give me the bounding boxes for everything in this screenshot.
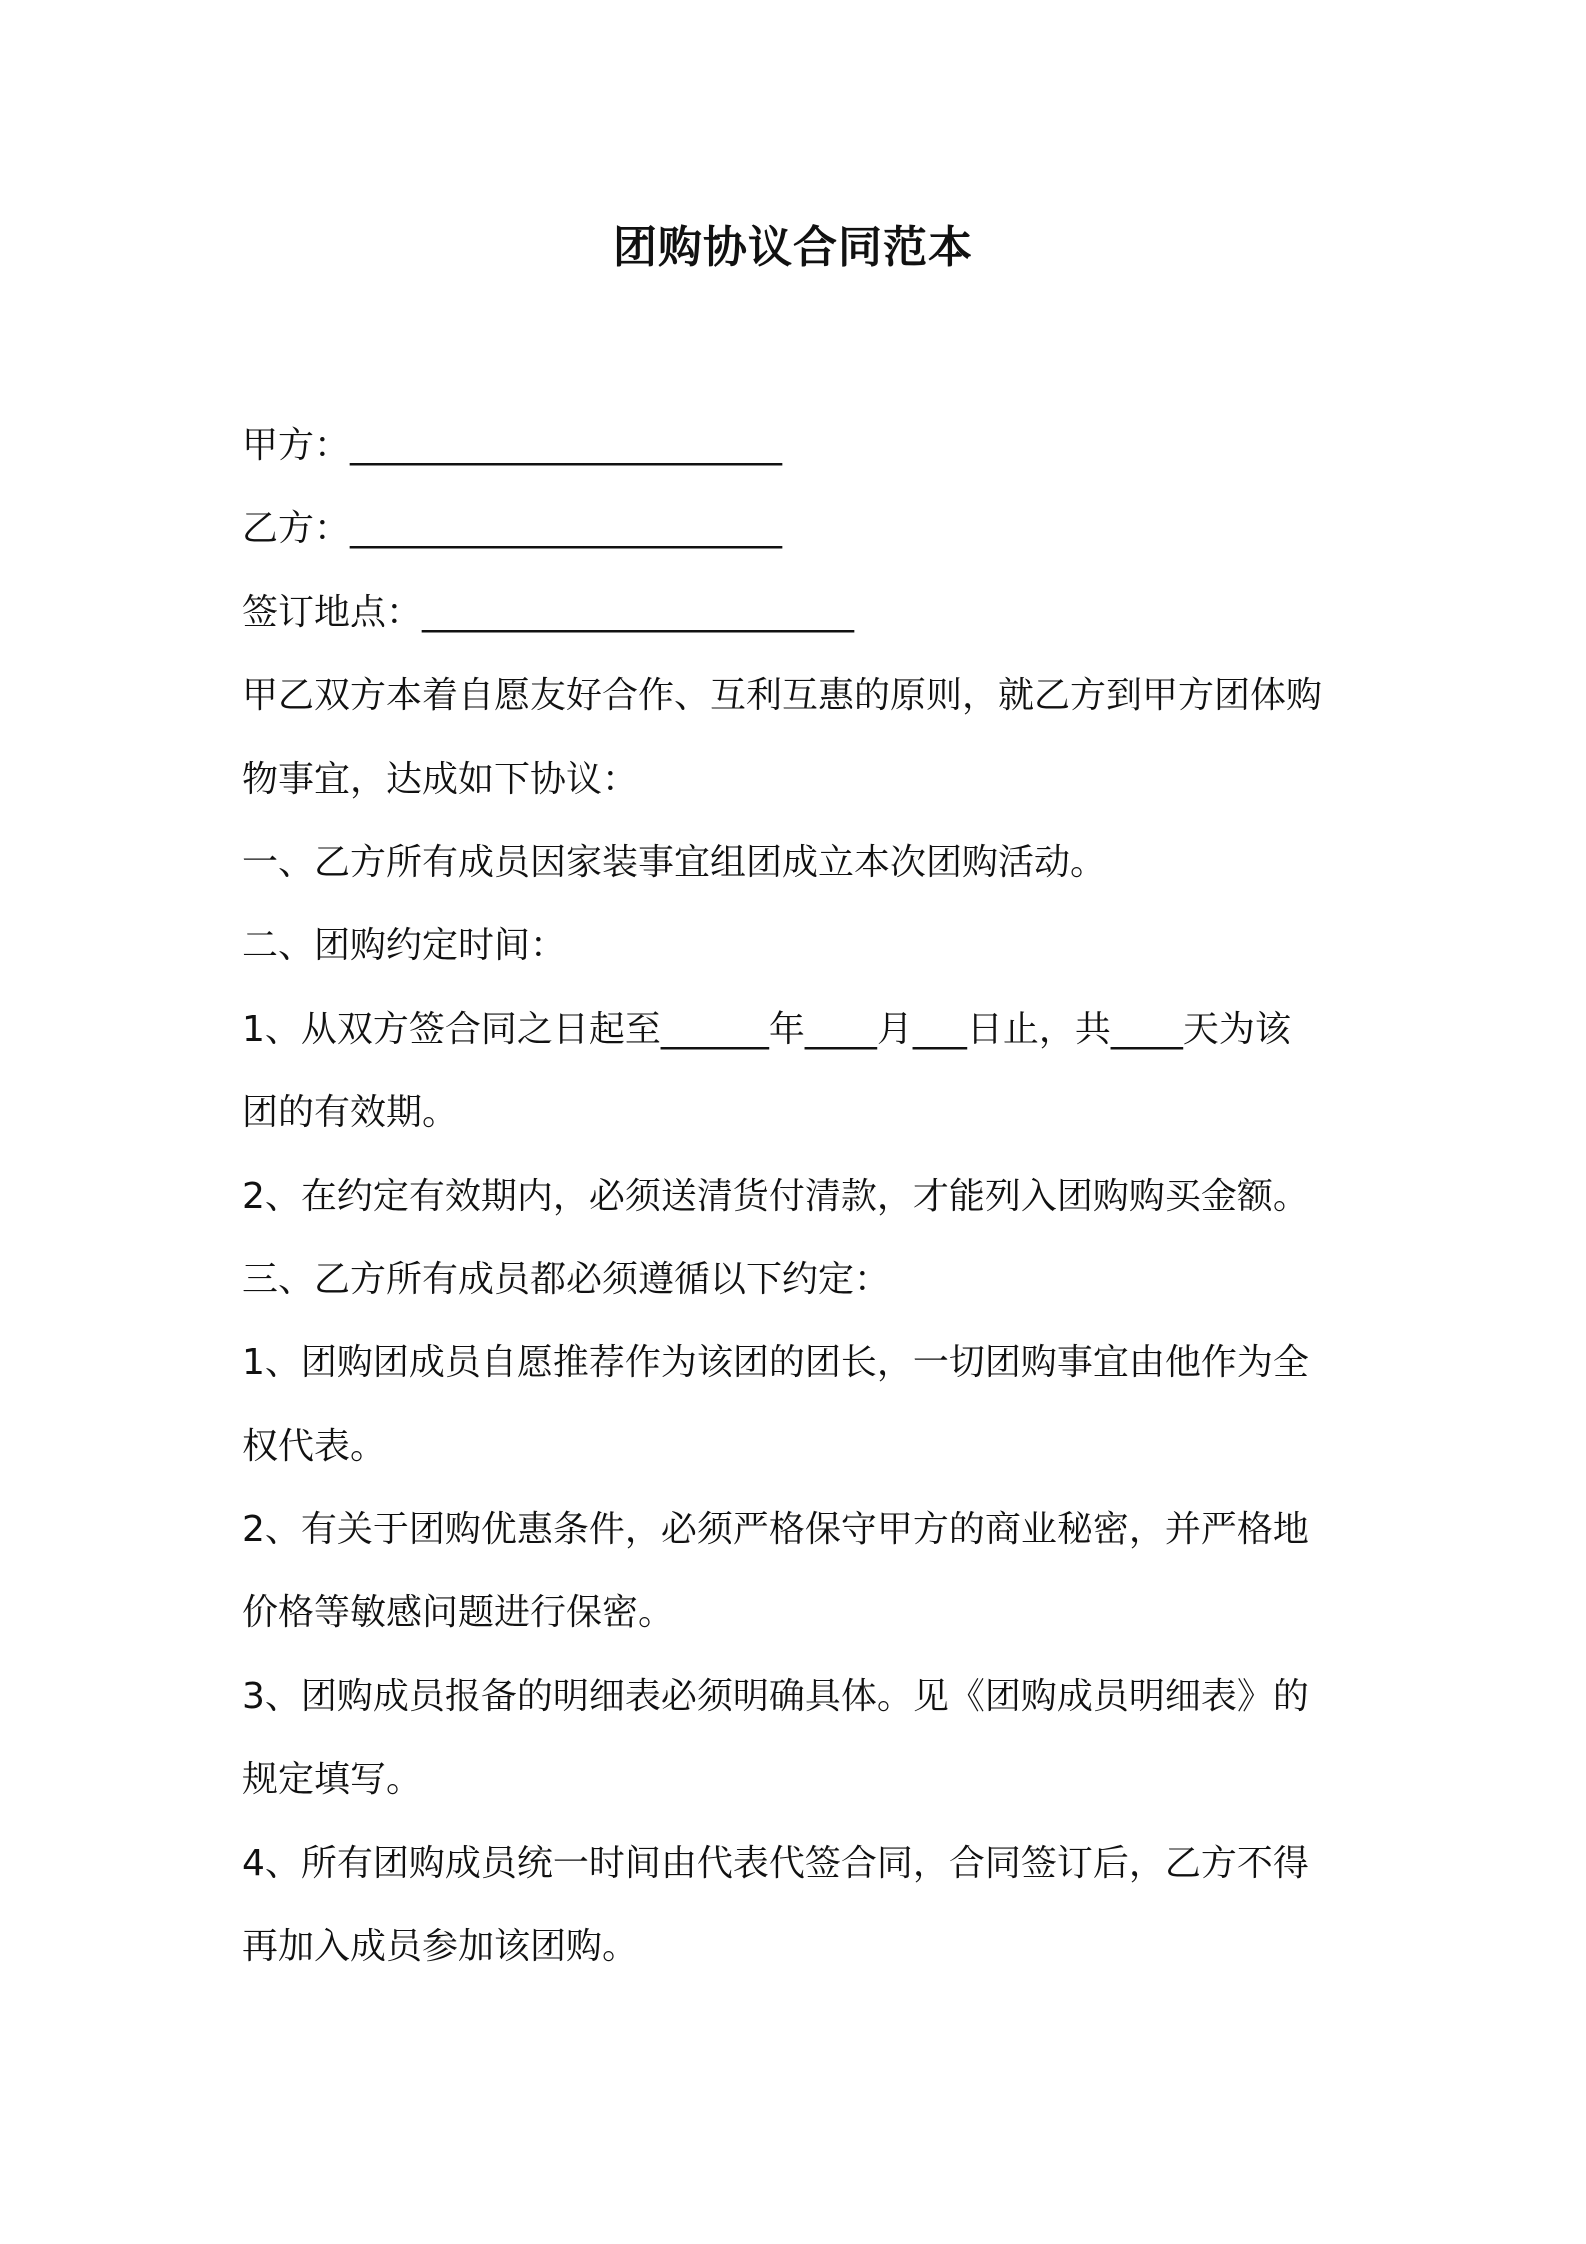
clause-item: 再加入成员参加该团购。 [242, 1926, 639, 1968]
clause-item: 4、所有团购成员统一时间由代表代签合同，合同签订后，乙方不得 [242, 1842, 1309, 1884]
document-title: 团购协议合同范本 [613, 222, 973, 273]
party-b-line: 乙方：________________________ [242, 508, 783, 550]
clause-item: 规定填写。 [242, 1759, 423, 1801]
clause-item: 1、从双方签合同之日起至______年____月___日止，共____天为该 [242, 1008, 1291, 1050]
clause-item: 价格等敏感问题进行保密。 [242, 1592, 675, 1634]
clause-item: 权代表。 [242, 1425, 387, 1467]
clause-heading: 三、乙方所有成员都必须遵循以下约定： [242, 1258, 891, 1300]
clause-item: 1、团购团成员自愿推荐作为该团的团长，一切团购事宜由他作为全 [242, 1342, 1309, 1384]
signing-place-line: 签订地点：________________________ [242, 591, 855, 633]
clause-item: 团的有效期。 [242, 1092, 459, 1134]
clause-item: 3、团购成员报备的明细表必须明确具体。见《团购成员明细表》的 [242, 1675, 1309, 1717]
clause-heading: 二、团购约定时间： [242, 925, 567, 967]
clause-item: 2、在约定有效期内，必须送清货付清款，才能列入团购购买金额。 [242, 1175, 1309, 1217]
clause-heading: 一、乙方所有成员因家装事宜组团成立本次团购活动。 [242, 841, 1107, 883]
preamble-line: 物事宜，达成如下协议： [242, 758, 639, 800]
party-a-line: 甲方：________________________ [242, 425, 783, 466]
document-body [242, 404, 1362, 1988]
clause-item: 2、有关于团购优惠条件，必须严格保守甲方的商业秘密，并严格地 [242, 1509, 1309, 1551]
preamble-line: 甲乙双方本着自愿友好合作、互利互惠的原则，就乙方到甲方团体购 [242, 675, 1323, 717]
